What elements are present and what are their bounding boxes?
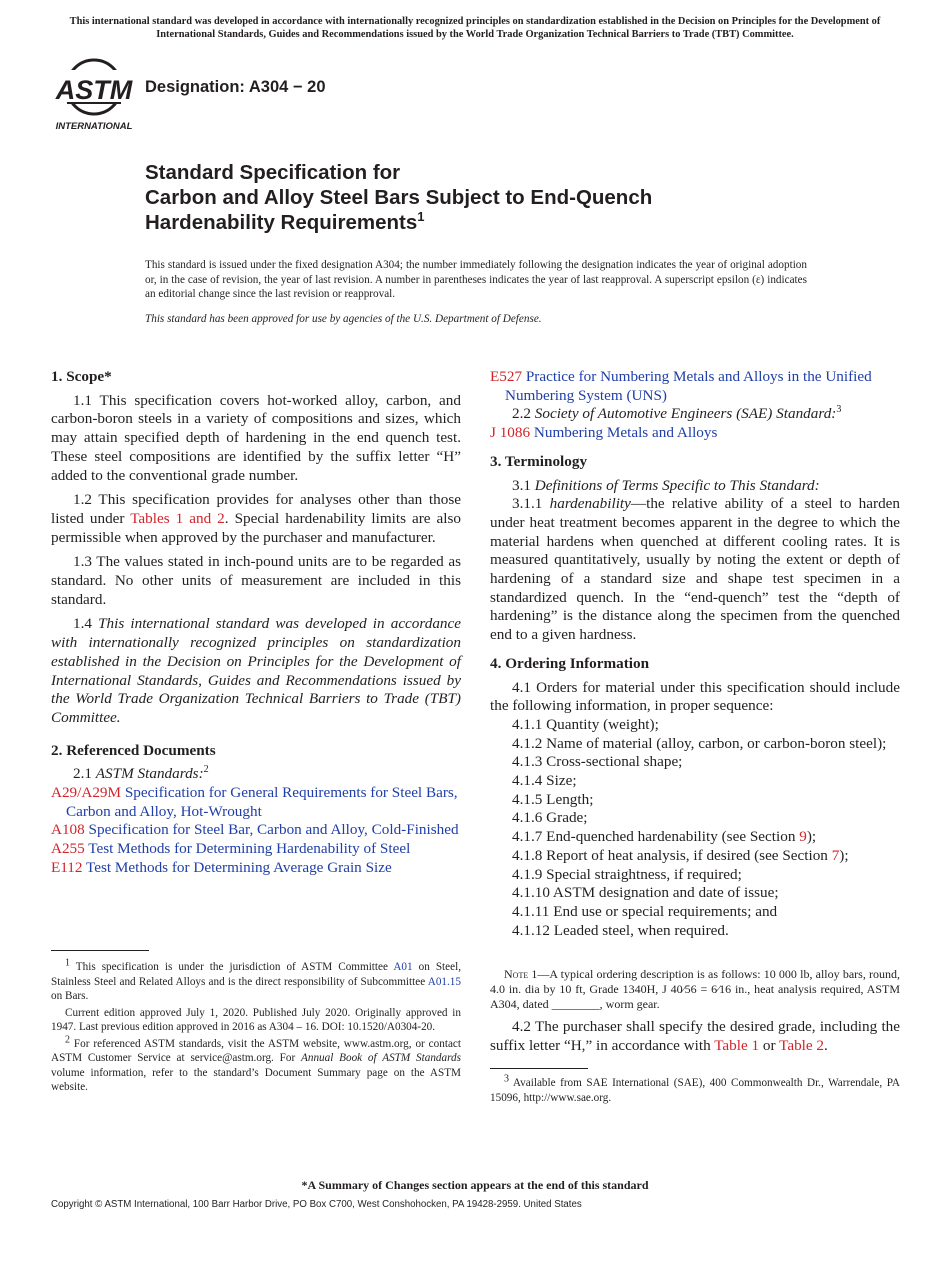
footnotes-left: [51, 957, 461, 1095]
ref-item[interactable]: E112 Test Methods for Determining Average Grain Size: [51, 858, 392, 876]
title-line-1: Standard Specification for: [145, 161, 401, 184]
footnote-1: $^1$ This specification is under the jurisdiction of ASTM Committee A01 on Steel, Stainless Steel and Related Alloys and is the direct responsibility of Subcommittee A01.15 on Bars.: [51, 957, 461, 1002]
ordering-item: 4.1.10 ASTM designation and date of issue;: [512, 884, 779, 902]
section-heading-terminology: 3. Terminology: [490, 452, 588, 470]
ordering-item: 4.1.5 Length;: [512, 790, 594, 808]
section-heading-referenced-documents: 2. Referenced Documents: [51, 741, 216, 759]
table-2-link[interactable]: Table 2: [779, 1036, 825, 1054]
approval-statement: This standard has been approved for use by agencies of the U.S. Department of Defense.: [145, 313, 542, 325]
logo-subtext: INTERNATIONAL: [55, 121, 133, 132]
title-line-2: Carbon and Alloy Steel Bars Subject to End-Quench: [145, 186, 653, 209]
title-footnote-ref[interactable]: 1: [417, 209, 425, 225]
scope-1-2: 1.2 This specification provides for analyses other than those listed under Tables 1 and 2. Special hardenability limits are also permissible when approved by the purchaser and manufacturer.: [51, 491, 461, 546]
ordering-item-7: 4.1.7 End-quenched hardenability (see Section 9);: [512, 828, 817, 846]
footnote-rule-left: [51, 950, 149, 951]
tables-1-2-link[interactable]: Tables 1 and 2: [130, 509, 225, 527]
sae-standard-subheading: 2.2 Society of Automotive Engineers (SAE) Standard:$^3$: [512, 404, 842, 423]
scope-1-1: 1.1 This specification covers hot-worked alloy, carbon, and carbon-boron steels in a variety of compositions and sizes, which may attain specified depth of hardening in the end quench test. These steel compositions are identified by the suffix letter “H” added to the conventional grade number.: [51, 391, 461, 484]
designation: Designation: A304 − 20: [145, 78, 326, 96]
section-9-link[interactable]: 9: [799, 828, 807, 846]
footnote-rule-right: [490, 1068, 588, 1069]
right-column: [490, 368, 900, 940]
title-line-3: Hardenability Requirements: [145, 211, 418, 234]
ordering-item: 4.1.6 Grade;: [512, 809, 588, 827]
issue-statement: This standard is issued under the fixed designation A304; the number immediately following the designation indicates the year of original adoption or, in the case of revision, the year of last revision. A number in parentheses indicates the year of last reapproval. A superscript epsilon (ε) indicates an editorial change since the last revision or reapproval.: [145, 259, 807, 301]
ordering-item: 4.1.2 Name of material (alloy, carbon, or carbon-boron steel);: [512, 734, 887, 752]
subcommittee-link[interactable]: A01.15: [427, 975, 461, 988]
ordering-note-1: Note 1—A typical ordering description is as follows: 10 000 lb, alloy bars, round, 4.0 in. dia by 10 ft, Grade 1340H, J 40⁄56 = 6⁄16 in., heat analysis required, ASTM A304, dated ________, worm gear.: [490, 967, 901, 1011]
ordering-item: 4.1.12 Leaded steel, when required.: [512, 921, 729, 939]
footnote-2: $^2$ For referenced ASTM standards, visit the ASTM website, www.astm.org, or contact ASTM Customer Service at service@astm.org. For Annual Book of ASTM Standards volume information, refer to the standard’s Document Summary page on the ASTM website.: [51, 1033, 461, 1093]
committee-a01-link[interactable]: A01: [393, 961, 413, 973]
ordering-item: 4.1.3 Cross-sectional shape;: [512, 753, 683, 771]
ref-item-sae[interactable]: J 1086 Numbering Metals and Alloys: [490, 424, 718, 442]
top-notice: This international standard was developed in accordance with internationally recognized principles on standardization established in the Decision on Principles for the Development of International Standards, Guides and Recommendations issued by the World Trade Organization Technical Barriers to Trade (TBT) Committee.: [69, 16, 881, 40]
footnotes-right: [490, 1073, 900, 1105]
copyright-line: Copyright © ASTM International, 100 Barr Harbor Drive, PO Box C700, West Conshohocken, PA 19428-2959. United States: [51, 1199, 582, 1210]
ref-item[interactable]: A108 Specification for Steel Bar, Carbon and Alloy, Cold-Finished: [51, 821, 459, 839]
ref-item[interactable]: E527 Practice for Numbering Metals and Alloys in the Unified Numbering System (UNS): [490, 368, 872, 404]
ref-item[interactable]: A255 Test Methods for Determining Hardenability of Steel: [51, 840, 411, 858]
terminology-3-1-1: 3.1.1 hardenability—the relative ability of a steel to harden under heat treatment becomes apparent in the degree to which the material hardens when quenched at different cooling rates. It is measured quantitatively, usually by noting the extent or depth of hardening of a standard size and shape test specimen in a standardized quench. In the “end-quench” test the “depth of hardening” is the distance along the specimen from the quenched end to a given hardness.: [490, 495, 900, 644]
astm-standards-subheading: 2.1 ASTM Standards:$^2$: [73, 764, 209, 783]
section-heading-scope: 1. Scope*: [51, 368, 112, 385]
ordering-4-1: 4.1 Orders for material under this specification should include the following information, in proper sequence:: [490, 678, 900, 715]
footnote-3: $^3$ Available from SAE International (SAE), 400 Commonwealth Dr., Warrendale, PA 15096, http://www.sae.org.: [490, 1073, 900, 1104]
document-title: [145, 160, 652, 235]
ordering-item-8: 4.1.8 Report of heat analysis, if desired (see Section 7);: [512, 846, 849, 864]
ordering-item: 4.1.4 Size;: [512, 772, 577, 790]
terminology-3-1: 3.1 Definitions of Terms Specific to This Standard:: [512, 476, 820, 494]
left-column: [51, 368, 461, 878]
astm-logo: [52, 55, 136, 133]
scope-1-4: 1.4 This international standard was developed in accordance with internationally recognized principles on standardization established in the Decision on Principles for the Development of International Standards, Guides and Recommendations issued by the World Trade Organization Technical Barriers to Trade (TBT) Committee.: [51, 615, 462, 726]
ordering-item: 4.1.9 Special straightness, if required;: [512, 865, 742, 883]
footnote-1-edition: Current edition approved July 1, 2020. Published July 2020. Originally approved in 1947. Last previous edition approved in 2016 as A304 – 16. DOI: 10.1520/A0304-20.: [51, 1006, 461, 1033]
ordering-4-2: 4.2 The purchaser shall specify the desired grade, including the suffix letter “H,” in accordance with Table 1 or Table 2.: [490, 1018, 900, 1054]
logo-text: ASTM: [55, 75, 133, 105]
table-1-link[interactable]: Table 1: [714, 1036, 760, 1054]
section-heading-ordering: 4. Ordering Information: [490, 654, 650, 672]
scope-1-3: 1.3 The values stated in inch-pound units are to be regarded as standard. No other units of measurement are included in this standard.: [51, 553, 461, 608]
ordering-item: 4.1.11 End use or special requirements; and: [512, 902, 778, 920]
summary-of-changes-note: *A Summary of Changes section appears at the end of this standard: [301, 1178, 649, 1192]
ref-item[interactable]: A29/A29M Specification for General Requirements for Steel Bars, Carbon and Alloy, Hot-Wrought: [51, 784, 458, 820]
ordering-item: 4.1.1 Quantity (weight);: [512, 715, 659, 733]
section-7-link[interactable]: 7: [831, 846, 840, 864]
